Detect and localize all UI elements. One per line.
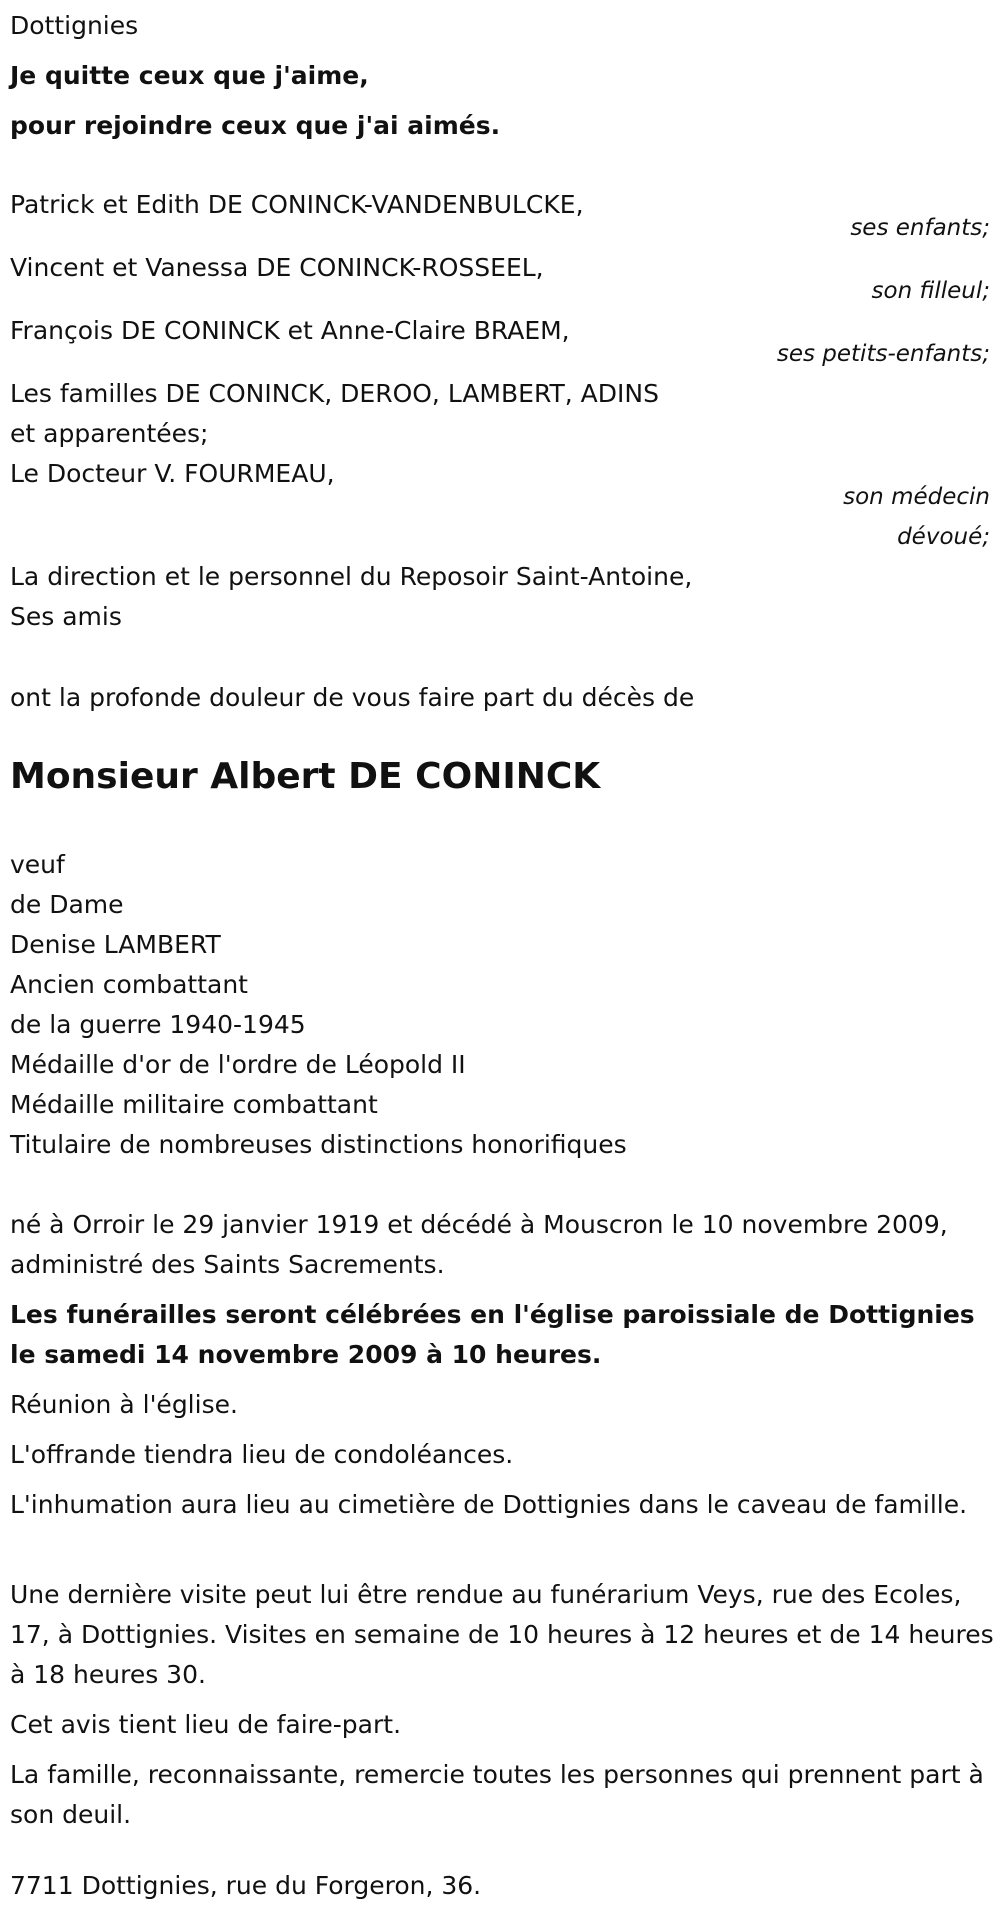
deceased-name: Monsieur Albert DE CONINCK [10,756,601,797]
detail-line-4: Ancien combattant [10,970,248,999]
thanks-text: La famille, reconnaissante, remercie toutes les personnes qui prennent part à son deuil. [10,1760,984,1829]
mourner-1-name: Patrick et Edith DE CONINCK-VANDENBULCKE, [10,190,584,219]
detail-line-6: Médaille d'or de l'ordre de Léopold II [10,1050,466,1079]
address-text: 7711 Dottignies, rue du Forgeron, 36. [10,1871,482,1900]
mourner-3-name: François DE CONINCK et Anne-Claire BRAEM, [10,316,570,345]
mourner-6-name: La direction et le personnel du Reposoir Saint-Antoine, [10,562,693,591]
mourner-7-name: Ses amis [10,602,122,631]
location-heading: Dottignies [10,11,139,40]
detail-line-3: Denise LAMBERT [10,930,221,959]
mourner-2-relation: son filleul; [871,278,990,304]
birth-death-text: né à Orroir le 29 janvier 1919 et décédé à Mouscron le 10 novembre 2009, administré des Saints Sacrements. [10,1210,948,1279]
mourner-2-name: Vincent et Vanessa DE CONINCK-ROSSEEL, [10,253,544,282]
detail-line-7: Médaille militaire combattant [10,1090,378,1119]
mourner-1-relation: ses enfants; [850,215,990,241]
quote-line-2: pour rejoindre ceux que j'ai aimés. [10,111,501,140]
mourner-5-relation-continued: dévoué; [897,524,990,550]
mourner-3-relation: ses petits-enfants; [776,341,990,367]
detail-line-2: de Dame [10,890,124,919]
meeting-text: Réunion à l'église. [10,1390,238,1419]
mourner-4-continued: et apparentées; [10,419,209,448]
mourner-5-name: Le Docteur V. FOURMEAU, [10,459,335,488]
notice-text: Cet avis tient lieu de faire-part. [10,1710,402,1739]
funeral-text: Les funérailles seront célébrées en l'église paroissiale de Dottignies le samedi 14 novembre 2009 à 10 heures. [10,1300,975,1369]
offering-text: L'offrande tiendra lieu de condoléances. [10,1440,514,1469]
detail-line-5: de la guerre 1940-1945 [10,1010,306,1039]
visit-text: Une dernière visite peut lui être rendue au funérarium Veys, rue des Ecoles, 17, à Dottignies. Visites en semaine de 10 heures à 12 heures et de 14 heures à 18 heures 30. [10,1580,994,1689]
detail-line-1: veuf [10,850,65,879]
announcement-text: ont la profonde douleur de vous faire part du décès de [10,683,695,712]
mourner-5-relation: son médecin [843,484,990,510]
quote-line-1: Je quitte ceux que j'aime, [10,61,369,90]
burial-text: L'inhumation aura lieu au cimetière de Dottignies dans le caveau de famille. [10,1490,968,1519]
mourner-4-name: Les familles DE CONINCK, DEROO, LAMBERT, ADINS [10,379,659,408]
detail-line-8: Titulaire de nombreuses distinctions honorifiques [10,1130,627,1159]
